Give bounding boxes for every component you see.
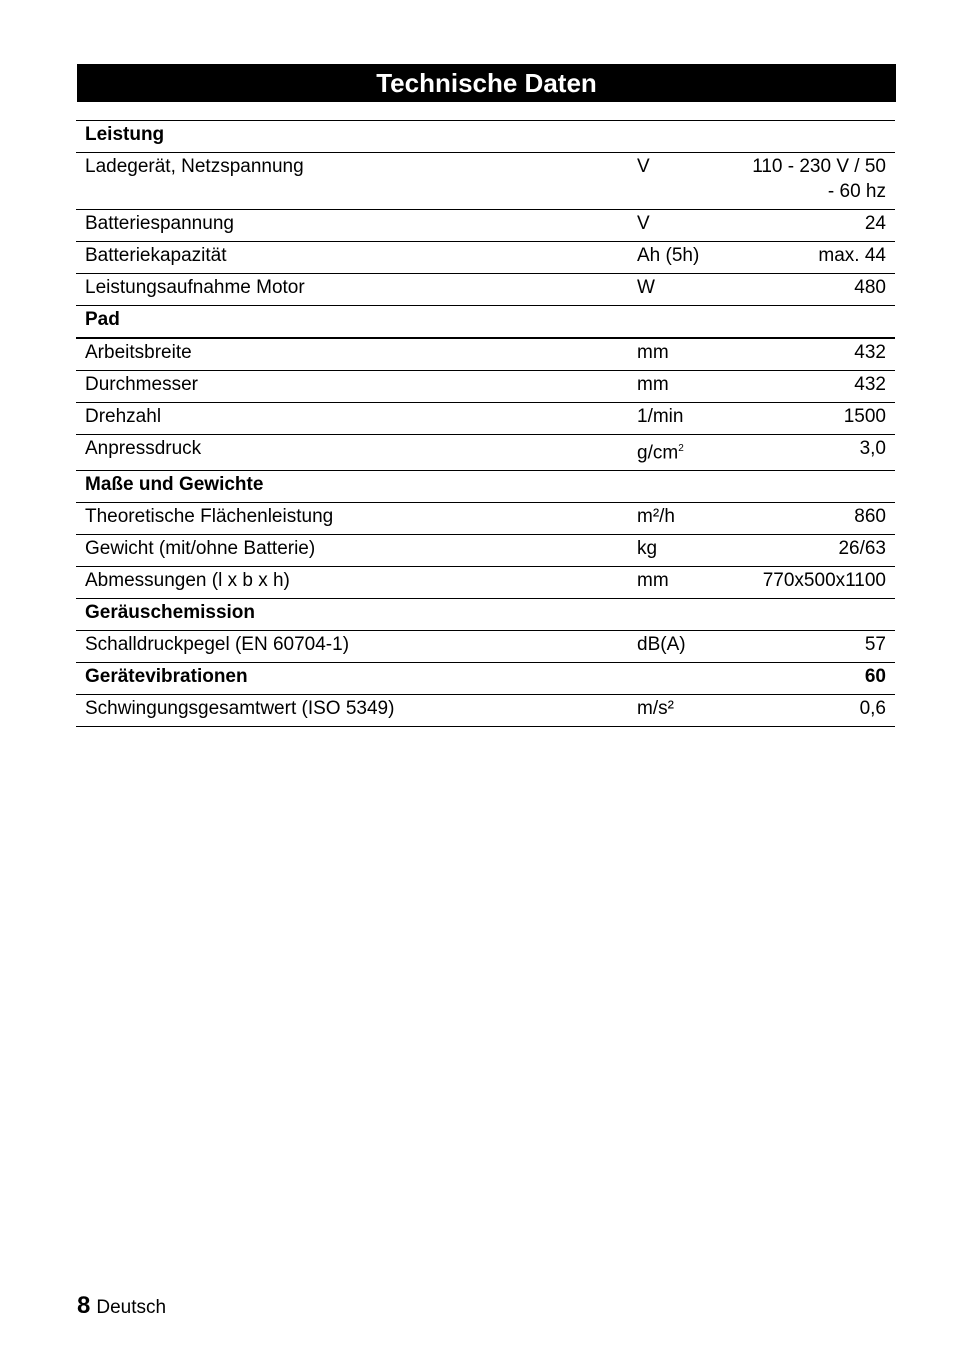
table-row [76, 435, 895, 471]
row-value [727, 121, 895, 153]
row-value [727, 306, 895, 339]
row-label: Schwingungsgesamtwert (ISO 5349) [76, 695, 637, 727]
row-label: Ladegerät, Netzspannung [76, 153, 637, 210]
row-value: 860 [727, 503, 895, 535]
row-unit-text: mm [637, 570, 669, 592]
row-unit-text: g/cm [637, 442, 679, 464]
row-unit [637, 338, 727, 371]
row-unit-text: dB(A) [637, 634, 686, 656]
row-value [727, 599, 895, 631]
table-row [76, 567, 895, 599]
row-unit-text: Ah (5h) [637, 245, 700, 266]
row-unit-text: m²/h [637, 506, 675, 528]
row-unit [637, 471, 727, 503]
row-label: Schalldruckpegel (EN 60704-1) [76, 631, 637, 663]
row-unit-text: mm [637, 374, 669, 395]
row-label: Drehzahl [76, 403, 637, 435]
row-unit-text: mm [637, 342, 669, 363]
row-value [727, 471, 895, 503]
row-label: Leistung [76, 121, 637, 153]
table-row [76, 242, 895, 274]
row-unit [637, 503, 727, 535]
table-row [76, 274, 895, 306]
footer-language: Deutsch [96, 1297, 167, 1318]
row-label: Batteriespannung [76, 210, 637, 242]
table-row [76, 403, 895, 435]
row-unit [637, 663, 727, 695]
row-label: Leistungsaufnahme Motor [76, 274, 637, 306]
row-unit-text: 1/min [637, 406, 684, 427]
row-unit-text: m/s² [637, 698, 674, 720]
page-number: 8 [77, 1292, 91, 1319]
row-value: max. 44 [727, 242, 895, 274]
row-value: 432 [727, 371, 895, 403]
row-unit-superscript: 2 [678, 443, 684, 454]
row-unit [637, 599, 727, 631]
row-label: Geräuschemission [76, 599, 637, 631]
table-row [76, 695, 895, 727]
row-label: Anpressdruck [76, 435, 637, 471]
row-label: Durchmesser [76, 371, 637, 403]
row-unit [637, 306, 727, 339]
row-label: Arbeitsbreite [76, 338, 637, 371]
row-unit [637, 153, 727, 210]
row-label: Gewicht (mit/ohne Batterie) [76, 535, 637, 567]
table-row [76, 338, 895, 371]
row-value: 60 [727, 663, 895, 695]
row-value: 3,0 [727, 435, 895, 471]
row-unit [637, 567, 727, 599]
row-unit [637, 210, 727, 242]
row-value: 0,6 [727, 695, 895, 727]
row-unit-text: W [637, 277, 655, 298]
row-unit [637, 242, 727, 274]
row-label: Maße und Gewichte [76, 471, 637, 503]
row-value: 24 [727, 210, 895, 242]
row-unit-text: V [637, 213, 650, 234]
row-value: 480 [727, 274, 895, 306]
table-row [76, 535, 895, 567]
row-value: 57 [727, 631, 895, 663]
page-title: Technische Daten [77, 64, 896, 102]
section-header-row [76, 599, 895, 631]
row-unit [637, 435, 727, 471]
row-value: 1500 [727, 403, 895, 435]
row-unit [637, 695, 727, 727]
row-unit [637, 403, 727, 435]
table-row [76, 503, 895, 535]
row-value: 770x500x1100 [727, 567, 895, 599]
row-label: Gerätevibrationen [76, 663, 637, 695]
technical-data-rows [76, 121, 895, 727]
row-label: Abmessungen (l x b x h) [76, 567, 637, 599]
table-row [76, 153, 895, 210]
row-unit-text: kg [637, 538, 658, 560]
row-unit [637, 631, 727, 663]
section-header-row [76, 306, 895, 339]
row-value: 26/63 [727, 535, 895, 567]
section-header-row [76, 471, 895, 503]
row-value: 432 [727, 338, 895, 371]
table-row [76, 371, 895, 403]
section-header-row [76, 121, 895, 153]
row-unit [637, 371, 727, 403]
table-row [76, 631, 895, 663]
row-label: Theoretische Flächenleistung [76, 503, 637, 535]
technical-data-table [76, 120, 895, 727]
row-unit [637, 274, 727, 306]
row-unit-text: V [637, 156, 650, 177]
row-value: 110 - 230 V / 50 - 60 hz [727, 153, 895, 210]
row-unit [637, 121, 727, 153]
section-header-row [76, 663, 895, 695]
table-row [76, 210, 895, 242]
row-unit [637, 535, 727, 567]
row-label: Batteriekapazität [76, 242, 637, 274]
page-footer [77, 1292, 166, 1322]
row-label: Pad [76, 306, 637, 339]
